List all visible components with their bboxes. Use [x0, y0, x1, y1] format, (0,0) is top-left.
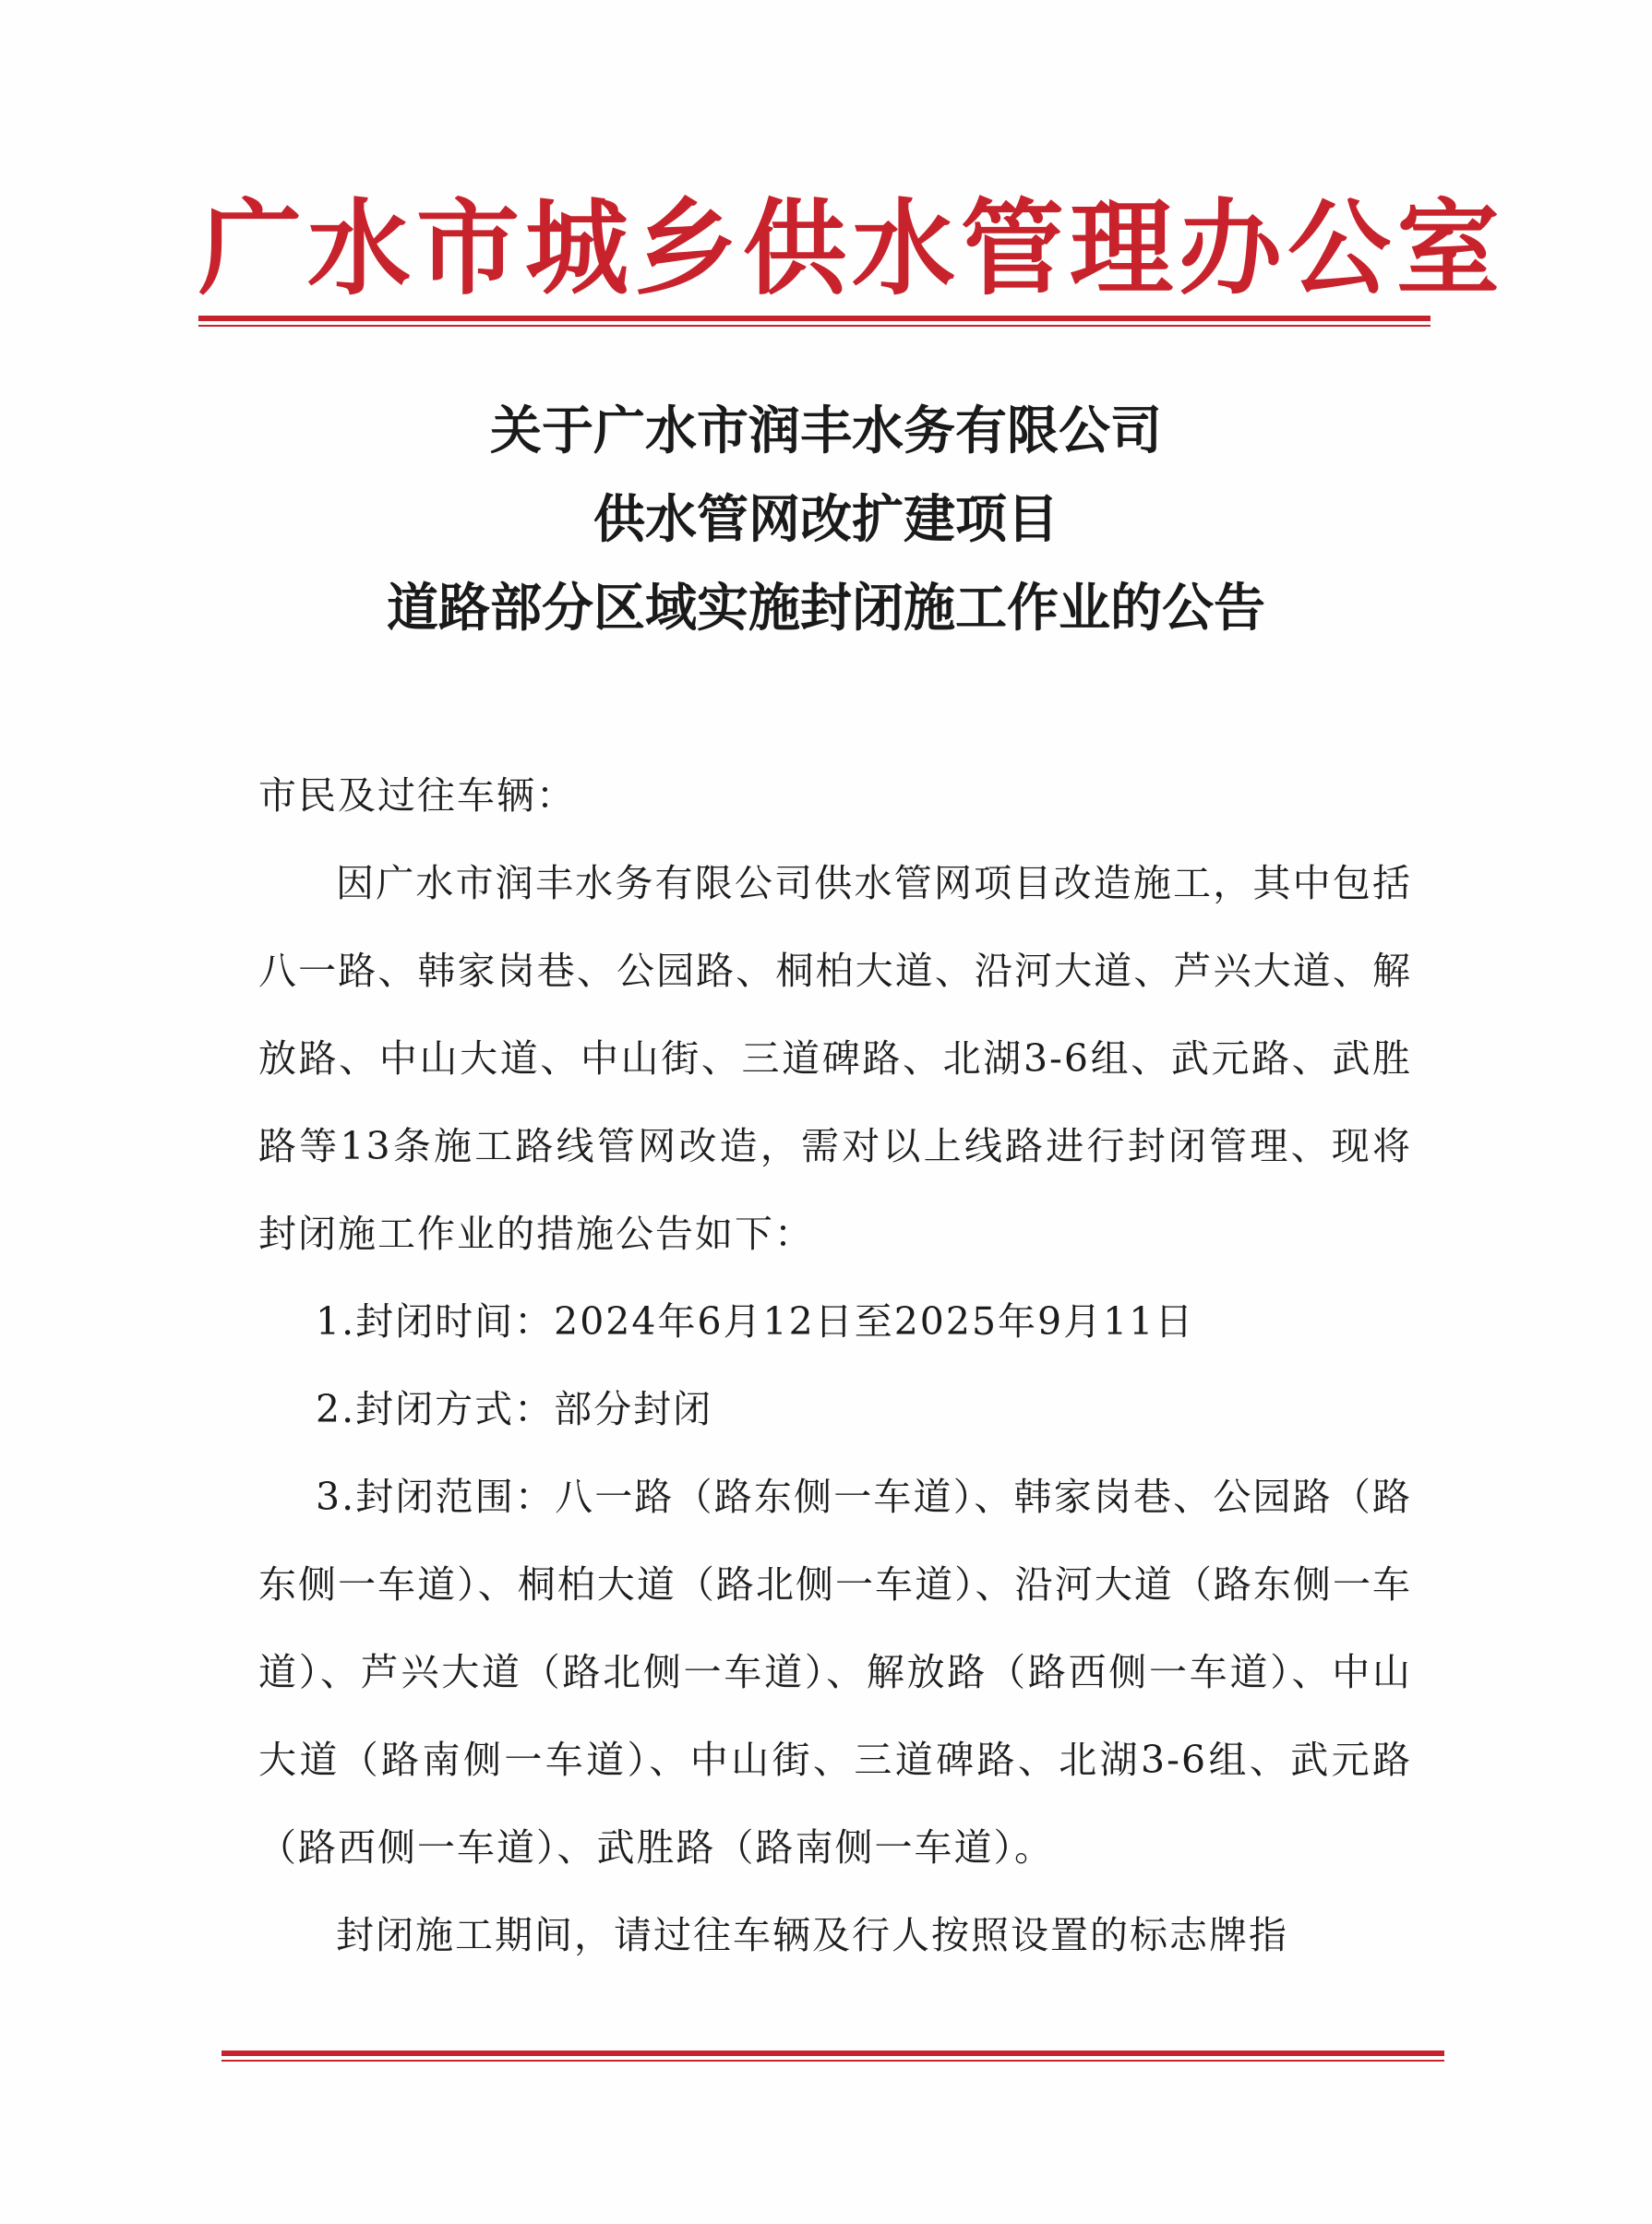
closure-method-item: 2.封闭方式：部分封闭 — [316, 1387, 713, 1431]
title-line-2: 供水管网改扩建项目 — [593, 490, 1059, 550]
masthead-rule-thin — [198, 325, 1431, 327]
title-line-1: 关于广水市润丰水务有限公司 — [490, 401, 1162, 461]
document-body — [258, 752, 1412, 1979]
closure-time-item: 1.封闭时间：2024年6月12日至2025年9月11日 — [316, 1299, 1195, 1344]
masthead-rule-thick — [198, 316, 1431, 321]
salutation: 市民及过往车辆： — [258, 773, 576, 818]
closure-range-item: 3.封闭范围：八一路（路东侧一车道）、韩家岗巷、公园路（路东侧一车道）、桐柏大道（路北侧一车道）、沿河大道（路东侧一车道）、芦兴大道（路北侧一车道）、解放路（路西侧一车道）、中山大道（路南侧一车道）、中山街、三道碑路、北湖3-6组、武元路（路西侧一车道）、武胜路（路南侧一车道）。 — [258, 1475, 1412, 1870]
footer-rule-thin — [221, 2060, 1444, 2062]
closing-paragraph: 封闭施工期间，请过往车辆及行人按照设置的标志牌指 — [336, 1913, 1288, 1957]
document-title — [231, 388, 1421, 653]
intro-paragraph: 因广水市润丰水务有限公司供水管网项目改造施工，其中包括八一路、韩家岗巷、公园路、桐柏大道、沿河大道、芦兴大道、解放路、中山大道、中山街、三道碑路、北湖3-6组、武元路、武胜路等13条施工路线管网改造，需对以上线路进行封闭管理、现将封闭施工作业的措施公告如下： — [258, 861, 1412, 1256]
title-line-3: 道路部分区域实施封闭施工作业的公告 — [387, 579, 1265, 639]
footer-rule-thick — [221, 2051, 1444, 2056]
masthead-organization: 广水市城乡供水管理办公室 — [198, 189, 1505, 309]
